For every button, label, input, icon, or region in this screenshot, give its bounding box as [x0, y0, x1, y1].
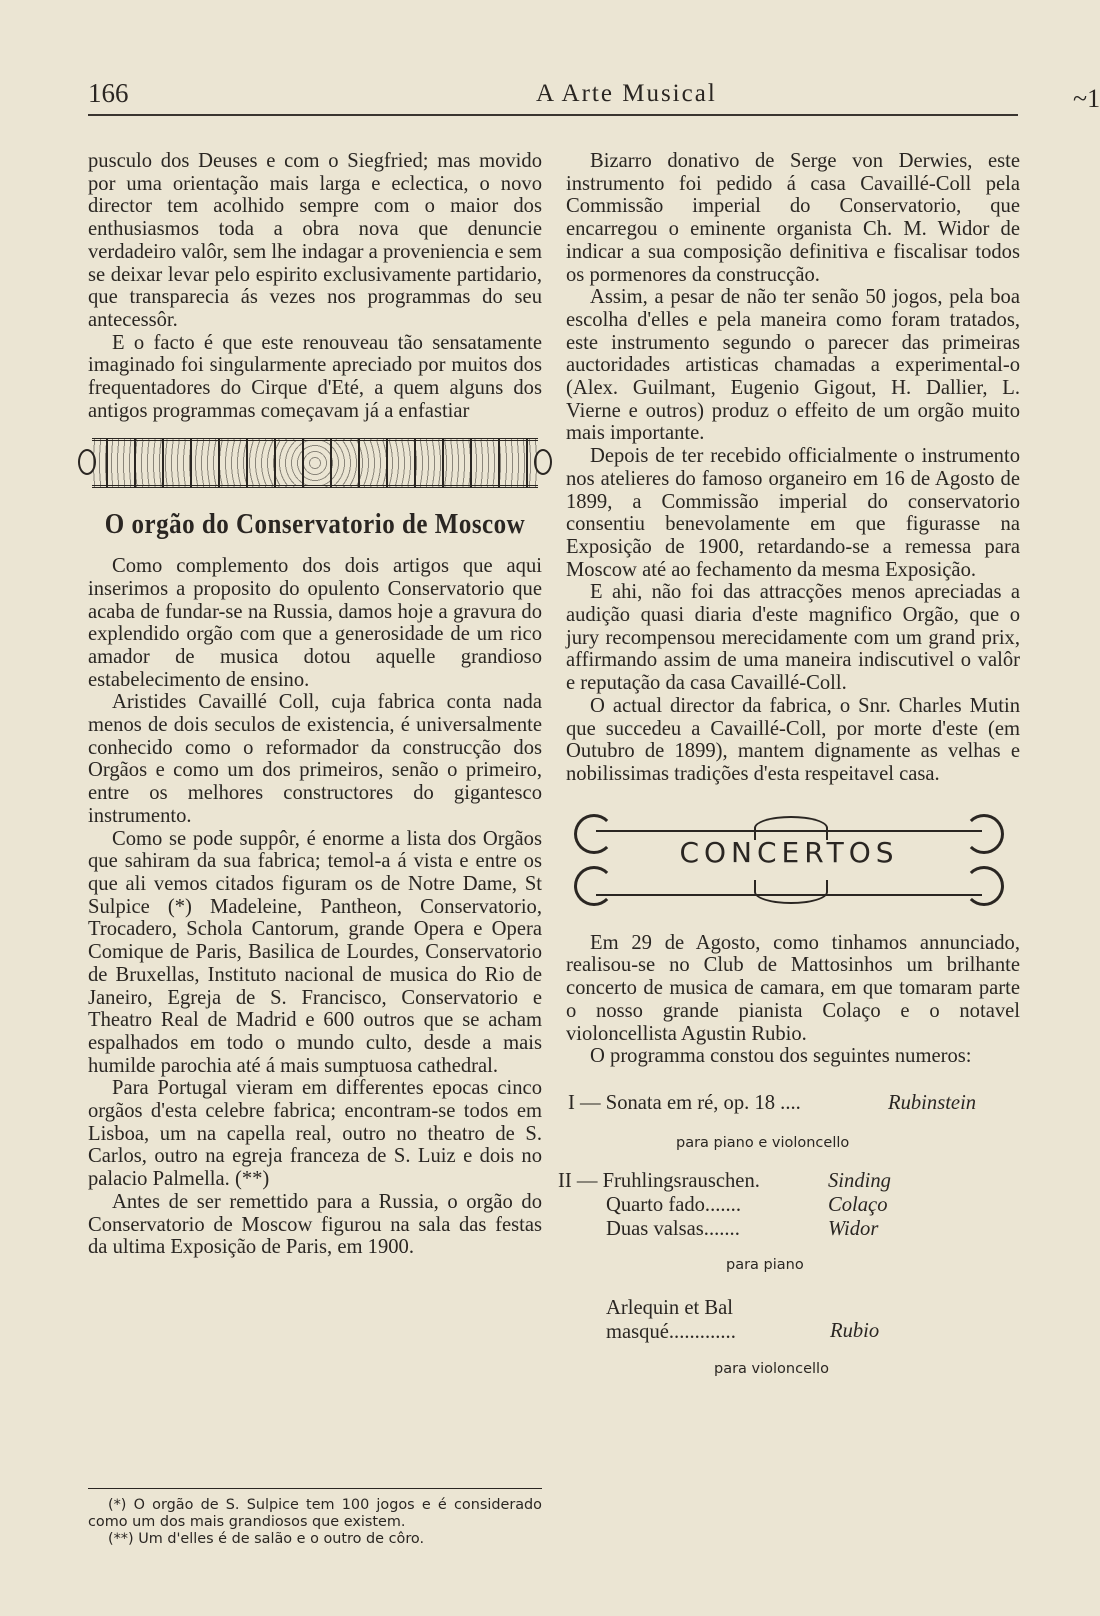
footnote: (*) O orgão de S. Sulpice tem 100 jogos e é considerado como um dos mais grandiosos que existem.: [88, 1497, 542, 1530]
paragraph: pusculo dos Deuses e com o Siegfried; mas movido por uma orientação mais larga e eclectica, o novo director tem acolhido sempre com o maior dos enthusiasmos toda a obra nova que denuncie verdadeiro valôr, sem lhe indagar a proveniencia e sem se deixar levar pelo espirito exclusivamente partidario, que transparecia ás vezes nos programmas do seu antecessôr.: [88, 150, 542, 331]
footnote: (**) Um d'elles é de salão e o outro de côro.: [108, 1531, 425, 1547]
programme-composer: Sinding: [828, 1169, 891, 1192]
scroll-ornament: [574, 866, 614, 906]
paragraph: O programma constou dos seguintes numeros:: [590, 1045, 972, 1068]
paragraph: Como se pode suppôr, é enorme a lista dos Orgãos que sahiram da sua fabrica; temol-a á vista e entre os que ali vemos citados figuram os de Notre Dame, St Sulpice (*) Madeleine, Pantheon, Conservatorio, Trocadero, Schola Cantorum, grande Opera e Opera Comique de Paris, Basilica de Lourdes, Conservatorio de Bruxellas, Instituto nacional de musica do Rio de Janeiro, Egreja de S. Francisco, Conservatorio e Theatro Real de Madrid e 600 outros que se acham espalhados em todo o mundo culto, desde a mais humilde parochia até á mais sumptuosa cathedral.: [88, 827, 542, 1077]
programme-item: II — Fruhlingsrauschen.: [558, 1169, 760, 1192]
programme-composer: Widor: [828, 1217, 879, 1240]
ornament-divider: [92, 438, 538, 488]
programme-composer: Colaço: [828, 1193, 888, 1216]
programme-instrumentation: para piano: [726, 1256, 804, 1273]
programme-instrumentation: para violoncello: [714, 1360, 829, 1377]
footnotes: [88, 1488, 542, 1548]
concertos-banner: [574, 812, 1004, 908]
programme-item: Quarto fado.......: [606, 1193, 741, 1216]
paragraph: E o facto é que este renouveau tão sensatamente imaginado foi singularmente apreciado por muitos dos frequentadores do Cirque d'Eté, a quem alguns dos antigos programmas começavam já a enfastiar: [88, 331, 542, 422]
paragraph: Aristides Cavaillé Coll, cuja fabrica conta nada menos de dois seculos de existencia, é universalmente conhecido como o reformador da construcção dos Orgãos e como um dos primeiros, senão o primeiro, entre os melhores constructores do gigantesco instrumento.: [88, 691, 542, 827]
programme-instrumentation: para piano e violoncello: [676, 1134, 850, 1151]
paragraph: Como complemento dos dois artigos que aqui inserimos a proposito do opulento Conservatorio que acaba de fundar-se na Russia, damos hoje a gravura do explendido orgão com que a generosidade de um rico amador de musica dotou aquelle grandioso estabelecimento de ensino.: [88, 555, 542, 691]
paragraph: E ahi, não foi das attracções menos apreciadas a audição quasi diaria d'este magnifico Orgão, que o jury recompensou merecidamente com um grand prix, affirmando assim de uma maneira indiscutivel o valôr e reputação da casa Cavaillé-Coll.: [566, 581, 1020, 695]
page-number: 166: [88, 78, 129, 108]
paragraph: Em 29 de Agosto, como tinhamos annunciado, realisou-se no Club de Mattosinhos um brilhante concerto de musica de camara, em que tomaram parte o nosso grande pianista Colaço e o notavel violoncellista Agustin Rubio.: [566, 931, 1020, 1045]
programme-item: Arlequin et Bal masqué.............: [606, 1296, 736, 1343]
right-column: [558, 150, 1020, 1377]
paragraph: Assim, a pesar de não ter senão 50 jogos, pela boa escolha d'elles e pela maneira como foram tratados, este instrumento segundo o parecer das primeiras auctoridades artisticas chamadas a experimental-o (Alex. Guilmant, Eugenio Gigout, H. Dallier, L. Vierne e outros) produz o effeito de um orgão muito mais importante.: [566, 286, 1020, 445]
header-rule: [88, 114, 1018, 116]
section-title: O orgão do Conservatorio de Moscow: [104, 509, 526, 541]
programme-item: I — Sonata em ré, op. 18 ....: [568, 1091, 801, 1114]
journal-title: A Arte Musical: [536, 80, 717, 107]
paragraph: Antes de ser remettido para a Russia, o orgão do Conservatorio de Moscow figurou na sala das festas da ultima Exposição de Paris, em 1900.: [88, 1190, 542, 1259]
concert-programme: [558, 1068, 1020, 1377]
paragraph: O actual director da fabrica, o Snr. Charles Mutin que succedeu a Cavaillé-Coll, por morte d'este (em Outubro de 1899), mantem dignamente as velhas e nobilissimas tradições d'esta respeitavel casa.: [566, 694, 1020, 785]
paragraph: Bizarro donativo de Serge von Derwies, este instrumento foi pedido á casa Cavaillé-Coll pela Commissão imperial do Conservatorio, que encarregou o eminente organista Ch. M. Widor de indicar a sua composição definitiva e fiscalisar todos os pormenores da construcção.: [566, 150, 1020, 286]
scroll-ornament: [964, 866, 1004, 906]
paragraph: Para Portugal vieram em differentes epocas cinco orgãos d'esta celebre fabrica; encontram-se todos em Lisboa, um na capella real, outro no theatro de S. Carlos, outro na egreja franceza de S. Luiz e dois no palacio Palmella. (**): [88, 1077, 542, 1191]
paragraph: Depois de ter recebido officialmente o instrumento nos atelieres do famoso organeiro em 16 de Agosto de 1899, a Commissão imperial do conservatorio consentiu benevolamente em que figurasse na Exposição de 1900, retardando-se a remessa para Moscow até ao fechamento da mesma Exposição.: [566, 445, 1020, 581]
margin-mark: ~1: [1073, 84, 1100, 113]
programme-composer: Rubinstein: [888, 1091, 977, 1114]
left-column: [88, 150, 542, 1259]
programme-item: Duas valsas.......: [606, 1217, 740, 1240]
programme-composer: Rubio: [830, 1319, 880, 1342]
banner-heading: CONCERTOS: [679, 835, 899, 869]
scroll-ornament: [754, 880, 828, 904]
running-header: [88, 78, 1100, 114]
